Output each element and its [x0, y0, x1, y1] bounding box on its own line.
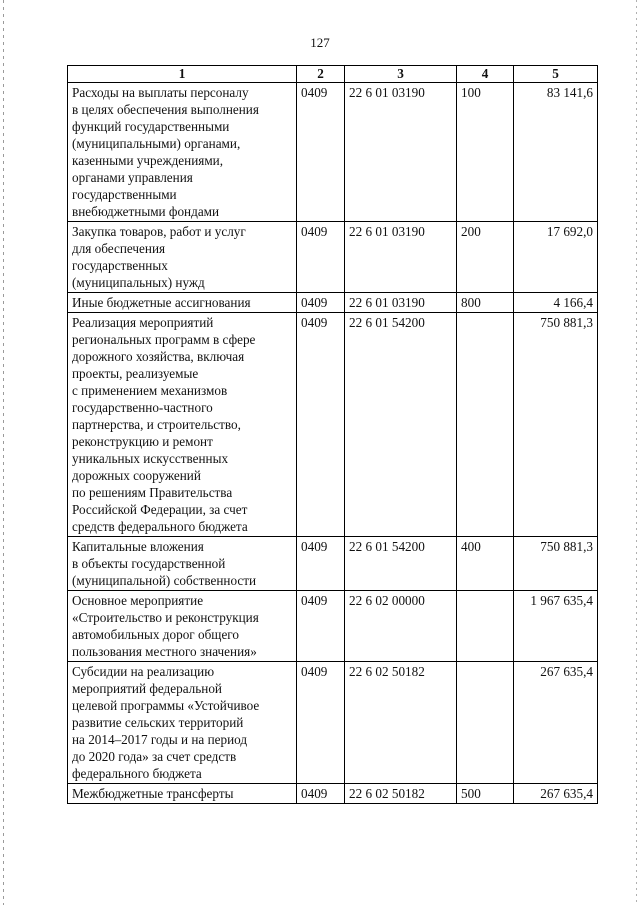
row-name-line: государственных	[72, 258, 168, 273]
budget-table	[67, 65, 598, 804]
row-name-line: Реализация мероприятий	[72, 315, 214, 330]
header-col-2: 2	[297, 66, 345, 83]
row-name-line: (муниципальными) органами,	[72, 136, 241, 151]
row-name-line: Межбюджетные трансферты	[72, 786, 234, 801]
table-row	[68, 591, 598, 662]
row-name-line: пользования местного значения»	[72, 644, 257, 659]
row-name-line: Капитальные вложения	[72, 539, 204, 554]
row-name-line: на 2014–2017 годы и на период	[72, 732, 248, 747]
table-row	[68, 222, 598, 293]
row-name-line: для обеспечения	[72, 241, 166, 256]
row-amount-cell: 1 967 635,4	[514, 591, 598, 662]
row-section-cell: 0409	[297, 313, 345, 537]
row-vr-cell: 800	[457, 293, 514, 313]
row-name-line: проекты, реализуемые	[72, 366, 199, 381]
table-row	[68, 662, 598, 784]
row-name-line: Закупка товаров, работ и услуг	[72, 224, 246, 239]
row-name-line: региональных программ в сфере	[72, 332, 256, 347]
table-row	[68, 313, 598, 537]
row-csr-cell: 22 6 02 50182	[345, 662, 457, 784]
row-name-line: средств федерального бюджета	[72, 519, 248, 534]
row-vr-cell: 100	[457, 83, 514, 222]
row-name-line: до 2020 года» за счет средств	[72, 749, 237, 764]
row-name-line: развитие сельских территорий	[72, 715, 244, 730]
row-section-cell: 0409	[297, 591, 345, 662]
row-name-line: (муниципальной) собственности	[72, 573, 257, 588]
row-csr-cell: 22 6 02 50182	[345, 784, 457, 804]
row-name-line: «Строительство и реконструкция	[72, 610, 259, 625]
row-name-cell	[68, 293, 297, 313]
row-name-cell	[68, 313, 297, 537]
row-name-line: (муниципальных) нужд	[72, 275, 205, 290]
row-name-line: внебюджетными фондами	[72, 204, 220, 219]
row-name-line: с применением механизмов	[72, 383, 228, 398]
row-name-line: государственными	[72, 187, 177, 202]
table-row	[68, 293, 598, 313]
scan-edge-left	[3, 0, 4, 905]
row-csr-cell: 22 6 01 03190	[345, 222, 457, 293]
row-amount-cell: 750 881,3	[514, 537, 598, 591]
row-vr-cell	[457, 662, 514, 784]
row-name-line: в целях обеспечения выполнения	[72, 102, 259, 117]
table-row	[68, 784, 598, 804]
table-body	[68, 83, 598, 804]
row-amount-cell: 4 166,4	[514, 293, 598, 313]
row-name-line: государственно-частного	[72, 400, 213, 415]
row-name-line: в объекты государственной	[72, 556, 226, 571]
row-section-cell: 0409	[297, 222, 345, 293]
table-row	[68, 83, 598, 222]
row-csr-cell: 22 6 01 54200	[345, 313, 457, 537]
row-vr-cell: 200	[457, 222, 514, 293]
row-name-cell	[68, 537, 297, 591]
row-vr-cell: 500	[457, 784, 514, 804]
row-name-line: органами управления	[72, 170, 193, 185]
row-name-line: дорожных сооружений	[72, 468, 201, 483]
row-name-line: Основное мероприятие	[72, 593, 204, 608]
header-row	[68, 66, 598, 83]
row-name-cell	[68, 83, 297, 222]
row-name-line: Расходы на выплаты персоналу	[72, 85, 249, 100]
row-vr-cell: 400	[457, 537, 514, 591]
row-csr-cell: 22 6 01 03190	[345, 293, 457, 313]
row-name-line: мероприятий федеральной	[72, 681, 222, 696]
row-name-line: по решениям Правительства	[72, 485, 233, 500]
page-number: 127	[310, 35, 330, 50]
row-amount-cell: 83 141,6	[514, 83, 598, 222]
row-csr-cell: 22 6 01 03190	[345, 83, 457, 222]
row-csr-cell: 22 6 01 54200	[345, 537, 457, 591]
row-name-cell	[68, 784, 297, 804]
row-csr-cell: 22 6 02 00000	[345, 591, 457, 662]
row-amount-cell: 267 635,4	[514, 784, 598, 804]
table-row	[68, 537, 598, 591]
row-name-line: автомобильных дорог общего	[72, 627, 239, 642]
row-name-line: дорожного хозяйства, включая	[72, 349, 245, 364]
row-section-cell: 0409	[297, 293, 345, 313]
row-name-line: Субсидии на реализацию	[72, 664, 215, 679]
row-name-line: партнерства, и строительство,	[72, 417, 241, 432]
row-name-line: целевой программы «Устойчивое	[72, 698, 260, 713]
row-name-cell	[68, 662, 297, 784]
row-amount-cell: 750 881,3	[514, 313, 598, 537]
row-section-cell: 0409	[297, 784, 345, 804]
row-name-cell	[68, 222, 297, 293]
row-name-line: Иные бюджетные ассигнования	[72, 295, 251, 310]
header-col-4: 4	[457, 66, 514, 83]
row-vr-cell	[457, 313, 514, 537]
header-col-1: 1	[68, 66, 297, 83]
row-name-line: федерального бюджета	[72, 766, 202, 781]
row-vr-cell	[457, 591, 514, 662]
header-col-3: 3	[345, 66, 457, 83]
row-section-cell: 0409	[297, 662, 345, 784]
row-section-cell: 0409	[297, 537, 345, 591]
row-amount-cell: 267 635,4	[514, 662, 598, 784]
row-name-line: реконструкцию и ремонт	[72, 434, 213, 449]
row-name-cell	[68, 591, 297, 662]
row-name-line: функций государственными	[72, 119, 230, 134]
row-section-cell: 0409	[297, 83, 345, 222]
row-amount-cell: 17 692,0	[514, 222, 598, 293]
header-col-5: 5	[514, 66, 598, 83]
row-name-line: Российской Федерации, за счет	[72, 502, 248, 517]
scan-edge-right	[636, 0, 637, 905]
row-name-line: казенными учреждениями,	[72, 153, 224, 168]
row-name-line: уникальных искусственных	[72, 451, 229, 466]
